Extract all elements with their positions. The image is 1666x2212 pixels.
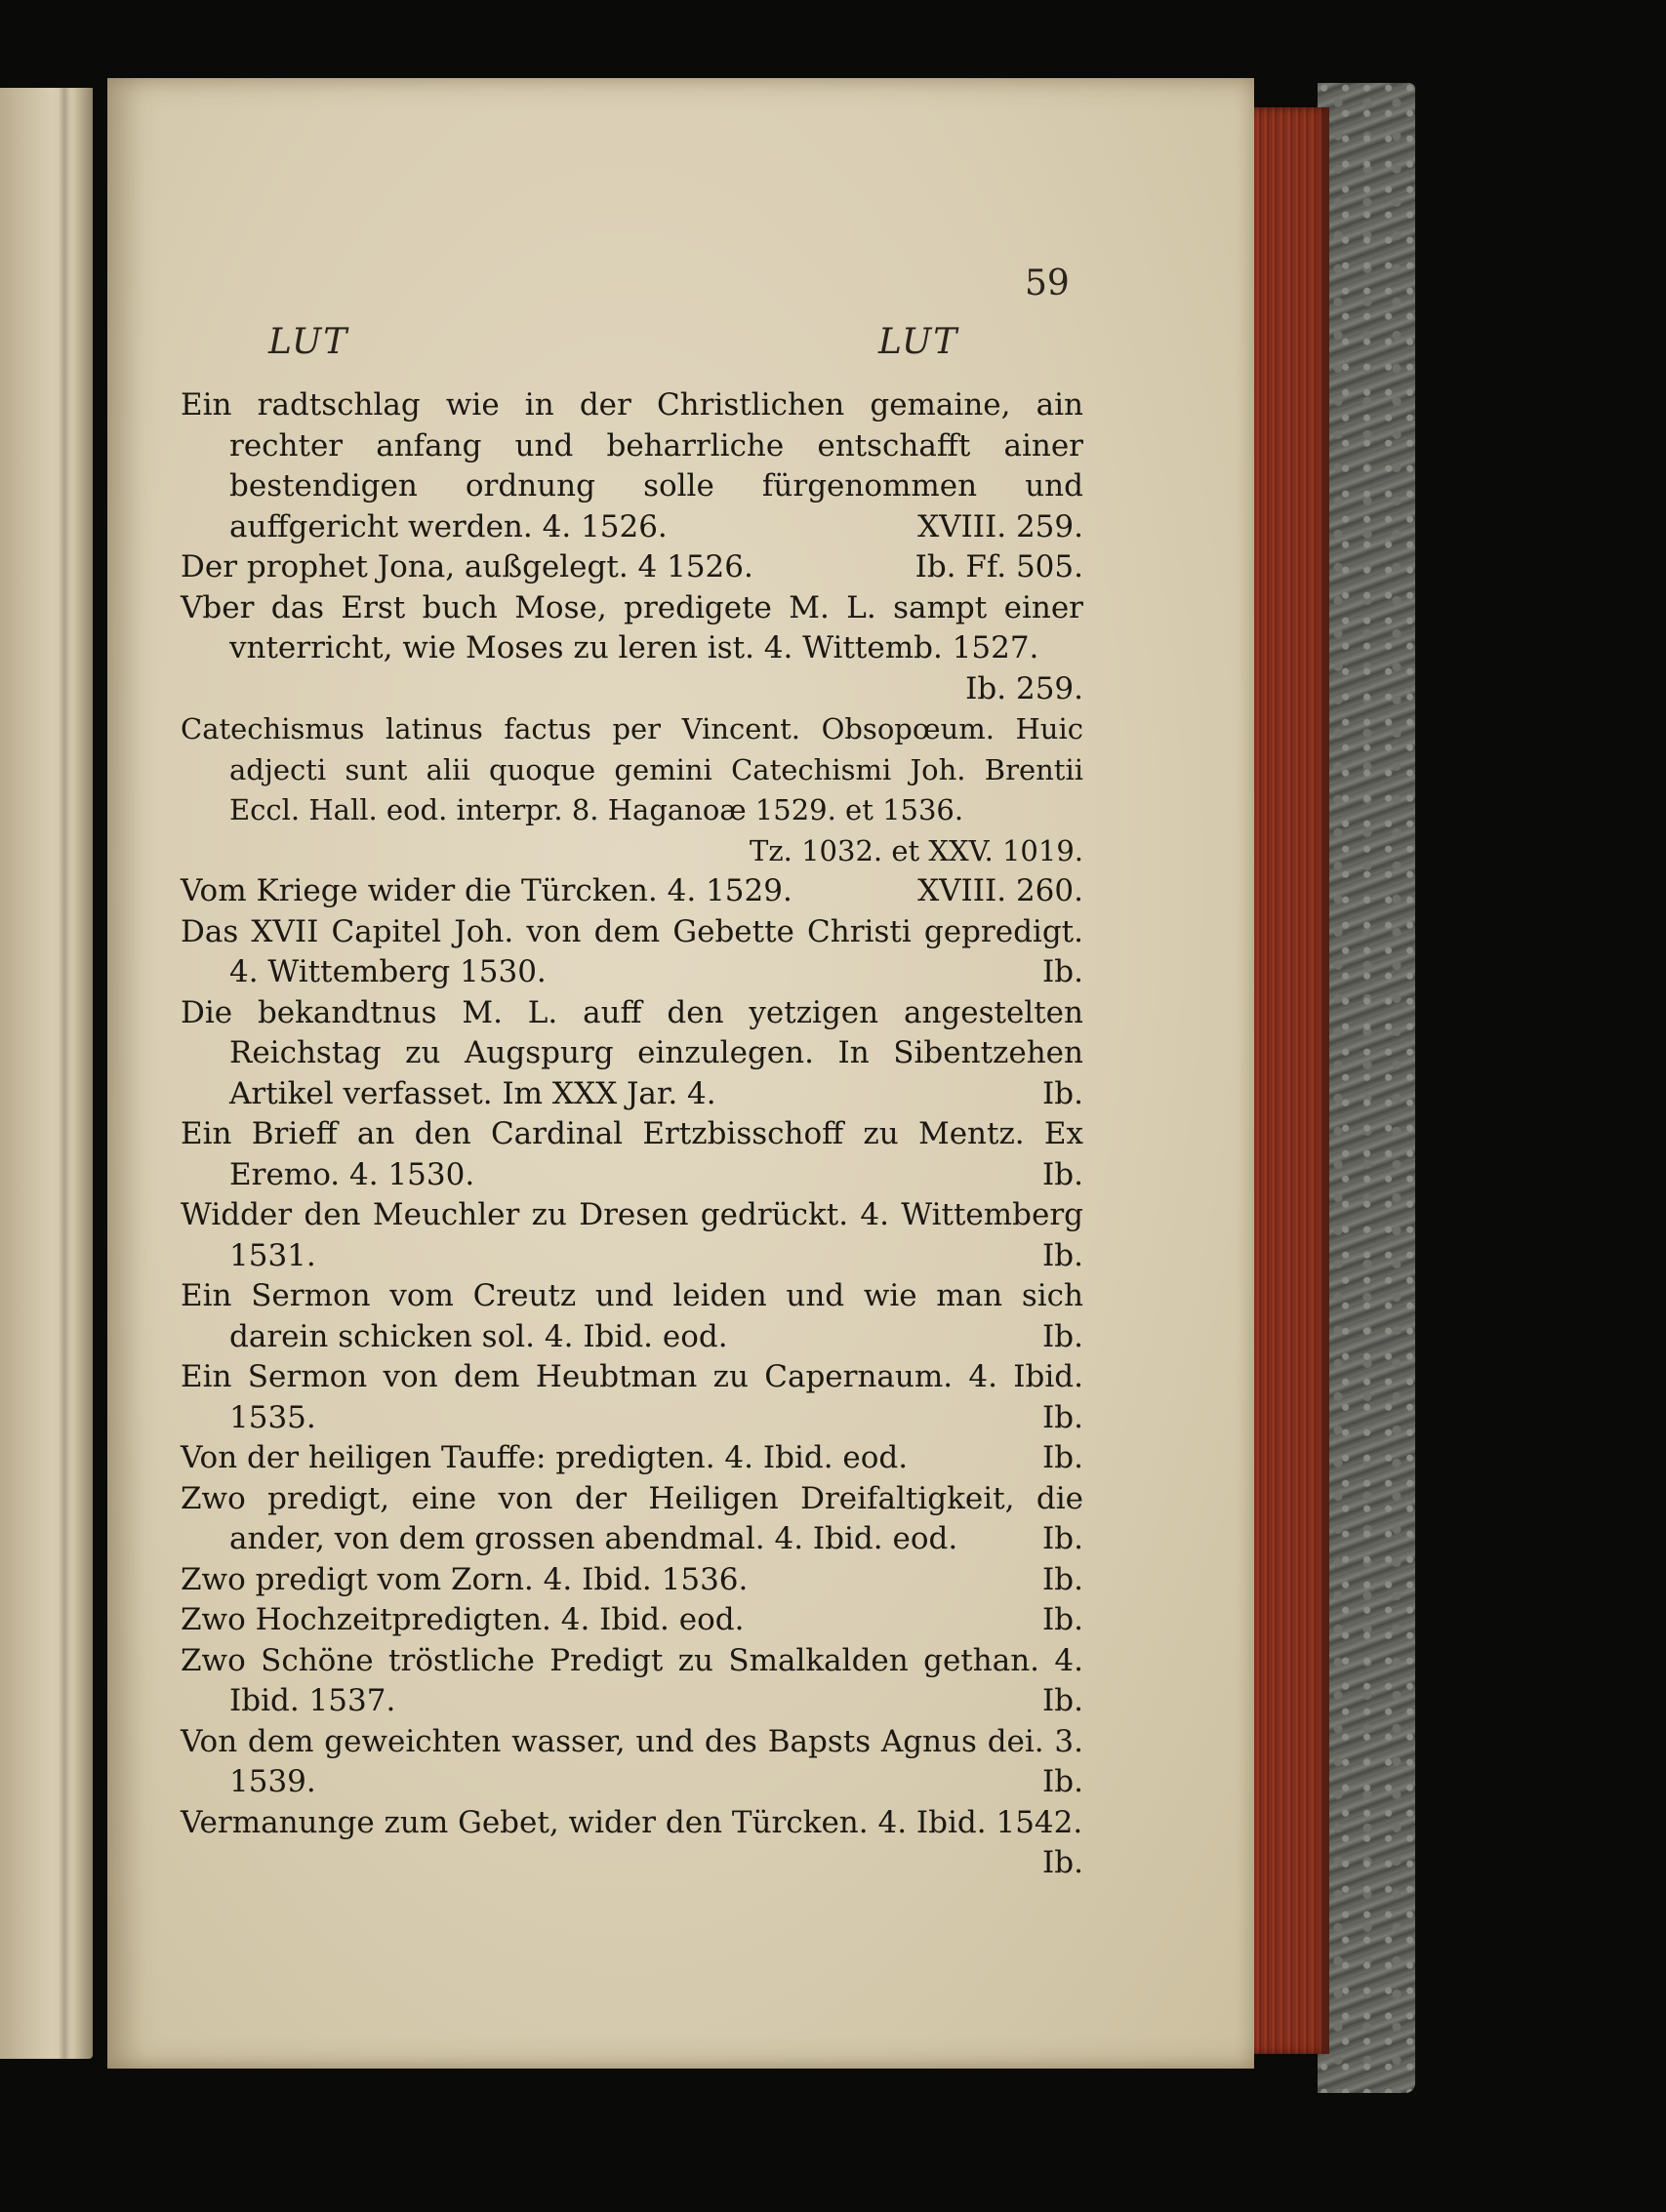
page-gutter-shadow (59, 88, 70, 2059)
entry-reference: Ib. (1042, 1602, 1083, 1637)
entry-title: Zwo predigt vom Zorn. 4. Ibid. 1536. (181, 1561, 749, 1597)
list-item (181, 588, 1083, 710)
entry-reference: Ib. (1042, 1521, 1083, 1556)
list-item (181, 912, 1083, 993)
list-item (181, 1722, 1083, 1803)
book-cover (1318, 83, 1415, 2093)
left-page-edge (0, 88, 93, 2059)
entry-title: Das XVII Capitel Joh. von dem Gebette Christi gepredigt. 4. Wittemberg 1530. (181, 913, 1083, 989)
list-item (181, 1479, 1083, 1560)
entry-title: Ein Sermon von dem Heubtman zu Capernaum. 4. Ibid. 1535. (181, 1359, 1083, 1435)
entry-title: Der prophet Jona, außgelegt. 4 1526. (181, 549, 753, 584)
entry-title: Von dem geweichten wasser, und des Bapsts Agnus dei. 3. 1539. (181, 1723, 1083, 1799)
entry-reference: Ib. (1042, 1440, 1083, 1475)
entry-title: Vermanunge zum Gebet, wider den Türcken. 4. Ibid. 1542. (181, 1804, 1083, 1840)
entry-title: Ein Sermon vom Creutz und leiden und wie man sich darein schicken sol. 4. Ibid. eod. (181, 1278, 1083, 1354)
list-item (181, 1641, 1083, 1722)
entry-title: Zwo Hochzeitpredigten. 4. Ibid. eod. (181, 1602, 745, 1637)
entry-reference: Tz. 1032. et XXV. 1019. (750, 833, 1083, 867)
entry-title: Von der heiligen Tauffe: predigten. 4. Ibid. eod. (181, 1440, 909, 1475)
list-item (181, 1803, 1083, 1884)
entry-reference: Ib. (1042, 1683, 1083, 1718)
running-head-left: LUT (268, 322, 349, 362)
entry-reference: XVIII. 260. (917, 873, 1083, 908)
entry-title: Widder den Meuchler zu Dresen gedrückt. 4. Wittemberg 1531. (181, 1197, 1083, 1273)
entry-reference: Ib. (1042, 1764, 1083, 1799)
entry-title: Vom Kriege wider die Türcken. 4. 1529. (181, 873, 792, 908)
entry-reference: Ib. (1042, 954, 1083, 989)
entry-reference: Ib. (1042, 1156, 1083, 1192)
entry-title: Vber das Erst buch Mose, predigete M. L. sampt einer vnterricht, wie Moses zu leren ist. 4. Wittemb. 1527. (181, 589, 1083, 665)
entry-reference: Ib. (1042, 1845, 1083, 1880)
entry-reference: Ib. Ff. 505. (914, 549, 1083, 584)
entry-title: Ein radtschlag wie in der Christlichen gemaine, ain rechter anfang und beharrliche entschafft ainer bestendigen ordnung solle fürgenommen und auffgericht werden. 4. 1526. (181, 387, 1083, 544)
entry-title: Catechismus latinus factus per Vincent. Obsopœum. Huic adjecti sunt alii quoque gemini Catechismi Joh. Brentii Eccl. Hall. eod. interpr. 8. Haganoæ 1529. et 1536. (181, 712, 1083, 826)
entry-title: Die bekandtnus M. L. auff den yetzigen angestelten Reichstag zu Augspurg einzulegen. In Sibentzehen Artikel verfasset. Im XXX Jar. 4. (181, 994, 1083, 1111)
list-item (181, 709, 1083, 871)
entry-reference: Ib. (1042, 1399, 1083, 1435)
entry-reference: Ib. (1042, 1561, 1083, 1597)
list-item (181, 385, 1083, 547)
entry-reference: XVIII. 259. (917, 508, 1083, 544)
entry-reference: Ib. 259. (965, 670, 1083, 706)
list-item (181, 1560, 1083, 1601)
entry-title: Zwo Schöne tröstliche Predigt zu Smalkalden gethan. 4. Ibid. 1537. (181, 1642, 1083, 1718)
list-item (181, 547, 1083, 588)
list-item (181, 1276, 1083, 1357)
list-item (181, 993, 1083, 1115)
entry-reference: Ib. (1042, 1318, 1083, 1354)
running-head-right: LUT (878, 322, 959, 362)
list-item (181, 1438, 1083, 1479)
list-item (181, 1195, 1083, 1276)
entry-title: Ein Brieff an den Cardinal Ertzbisschoff zu Mentz. Ex Eremo. 4. 1530. (181, 1116, 1083, 1192)
entry-reference: Ib. (1042, 1237, 1083, 1273)
list-item (181, 1114, 1083, 1195)
bibliography-entries (181, 385, 1083, 1884)
page-number: 59 (1025, 263, 1070, 303)
list-item (181, 871, 1083, 912)
list-item (181, 1357, 1083, 1438)
list-item (181, 1600, 1083, 1641)
entry-title: Zwo predigt, eine von der Heiligen Dreifaltigkeit, die ander, von dem grossen abendmal. 4. Ibid. eod. (181, 1480, 1083, 1556)
entry-reference: Ib. (1042, 1075, 1083, 1111)
